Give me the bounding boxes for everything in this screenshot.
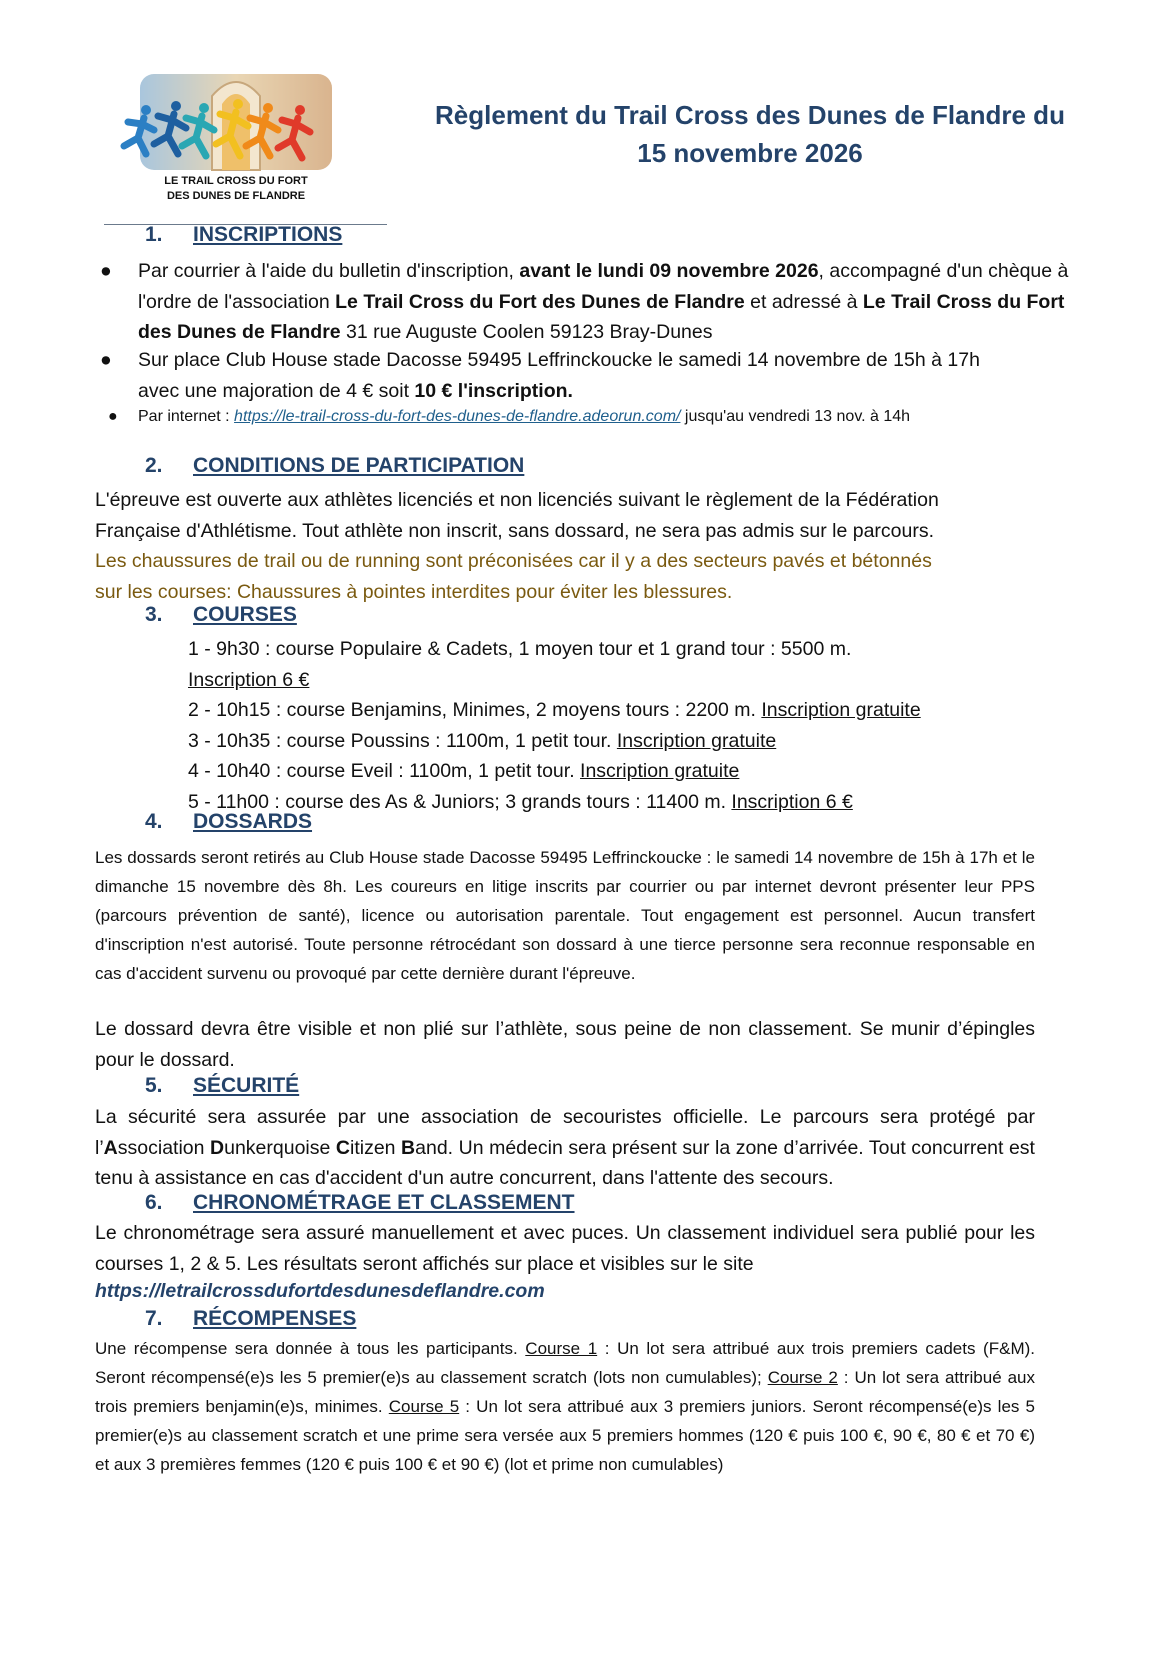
club-logo [120, 66, 350, 212]
text: avec une majoration de 4 € soit [138, 379, 415, 402]
text: 5 - 11h00 : course des As & Juniors; 3 grands tours : 11400 m. [188, 790, 732, 813]
results-website-link[interactable]: https://letrailcrossdufortdesdunesdeflandre.com [95, 1280, 545, 1302]
text: Française d'Athlétisme. Tout athlète non inscrit, sans dossard, ne sera pas admis sur le parcours. [95, 519, 935, 542]
text: unkerquoise [224, 1136, 336, 1159]
section-title: CONDITIONS DE PARTICIPATION [193, 454, 525, 477]
text: : Un lot sera attribué aux trois premiers cadets (F&M). Seront récompensé(e)s les 5 premier(e)s au classement scratch (lots non cumulables); [95, 1339, 1035, 1387]
courses-list [188, 634, 1058, 817]
section-number: 2. [145, 454, 163, 477]
bullet-sur-place [100, 345, 1078, 406]
registration-link[interactable]: https://le-trail-cross-du-fort-des-dunes-de-flandre.adeorun.com/ [234, 408, 681, 425]
text: 4 - 10h40 : course Eveil : 1100m, 1 petit tour. [188, 760, 581, 782]
association-name: Le Trail Cross du Fort des Dunes de Flandre [138, 290, 1065, 343]
chronometrage-text: Le chronométrage sera assuré manuellement et avec puces. Un classement individuel sera publié pour les courses 1, 2 & 5. Les résultats seront affichés sur place et visibles sur le site [95, 1222, 1035, 1275]
bullet-dot: ● [100, 349, 112, 371]
course-1: 1 - 9h30 : course Populaire & Cadets, 1 moyen tour et 1 grand tour : 5500 m. [188, 638, 852, 660]
course-5 [188, 787, 1058, 818]
section-title: SÉCURITÉ [193, 1074, 300, 1097]
text: Par internet : [138, 408, 235, 425]
course-1-fee: Inscription 6 € [188, 668, 310, 691]
course-3 [188, 726, 1058, 757]
bullet-internet [108, 404, 1078, 430]
course-ref: Course 5 [388, 1397, 460, 1416]
course-4-fee: Inscription gratuite [580, 760, 740, 782]
bullet-dot: ● [100, 260, 112, 282]
title-line2: 15 novembre 2026 [637, 138, 863, 168]
section-title: RÉCOMPENSES [193, 1307, 357, 1330]
text: 3 - 10h35 : course Poussins : 1100m, 1 petit tour. [188, 729, 617, 752]
section-number: 5. [145, 1074, 163, 1097]
securite-text [95, 1102, 1035, 1194]
section-number: 3. [145, 603, 163, 626]
initial: A [103, 1136, 118, 1159]
text: , accompagné d'un chèque à l'ordre de l'association [138, 260, 1069, 313]
bullet-courrier [100, 256, 1078, 348]
text: L'épreuve est ouverte aux athlètes licenciés et non licenciés suivant le règlement de la Fédération [95, 489, 939, 511]
section-title: COURSES [193, 603, 297, 626]
bullet-dot: ● [108, 408, 118, 425]
runners-logo-graphic [120, 66, 350, 212]
course-ref: Course 2 [767, 1368, 838, 1387]
dossards-visibility-text: Le dossard devra être visible et non plié sur l’athlète, sous peine de non classement. Se munir d’épingles pour le dossard. [95, 1018, 1035, 1071]
text: itizen [349, 1136, 402, 1159]
shoes-note: Les chaussures de trail ou de running sont préconisées car il y a des secteurs pavés et bétonnés [95, 550, 932, 572]
text: ssociation [117, 1136, 211, 1159]
page-title [420, 96, 1080, 172]
logo-text-line1: LE TRAIL CROSS DU FORT [164, 175, 308, 187]
text: Par courrier à l'aide du bulletin d'inscription, [138, 260, 520, 282]
text: : Un lot sera attribué aux trois premiers benjamin(e)s, minimes. [95, 1368, 1035, 1416]
section-title: INSCRIPTIONS [193, 223, 343, 246]
section-title: CHRONOMÉTRAGE ET CLASSEMENT [193, 1191, 575, 1214]
text: jusqu'au vendredi 13 nov. à 14h [680, 408, 911, 425]
text: Sur place Club House stade Dacosse 59495 Leffrinckoucke le samedi 14 novembre de 15h à 17h [138, 349, 980, 371]
text: : Un lot sera attribué aux 3 premiers juniors. Seront récompensé(e)s les 5 premier(e)s au classement scratch et une prime sera versée aux 5 premiers hommes (120 € puis 100 €, 90 €, 80 € et 70 €) et aux 3 premières femmes (120 € puis 100 € et 90 €) (lot et prime non cumulables) [95, 1397, 1035, 1474]
recompenses-text [95, 1334, 1035, 1479]
course-ref: Course 1 [525, 1339, 598, 1358]
association-name: Le Trail Cross du Fort des Dunes de Flandre [335, 290, 745, 313]
course-2 [188, 695, 1058, 726]
conditions-text [95, 485, 1045, 607]
text: La sécurité sera assurée par une association de secouristes officielle. Le parcours sera protégé par l’ [95, 1106, 1035, 1159]
logo-text-line2: DES DUNES DE FLANDRE [166, 190, 306, 202]
title-line1: Règlement du Trail Cross des Dunes de Flandre du [435, 100, 1065, 130]
deadline-bold: avant le lundi 09 novembre 2026 [519, 260, 819, 282]
section-number: 6. [145, 1191, 163, 1214]
text: Une récompense sera donnée à tous les participants. [95, 1339, 526, 1358]
shoes-note: sur les courses: Chaussures à pointes interdites pour éviter les blessures. [95, 580, 733, 603]
course-2-fee: Inscription gratuite [761, 699, 921, 721]
dossards-text: Les dossards seront retirés au Club House stade Dacosse 59495 Leffrinckoucke : le samedi 14 novembre de 15h à 17h et le dimanche 15 novembre dès 8h. Les coureurs en litige inscrits par courrier ou par internet devront présenter leur PPS (parcours prévention de santé), licence ou autorisation parentale. Tout engagement est personnel. Aucun transfert d'inscription n'est autorisé. Toute personne rétrocédant son dossard à une tierce personne sera reconnue responsable en cas d'accident survenu ou provoqué par cette dernière durant l'épreuve. [95, 848, 1035, 983]
address: 31 rue Auguste Coolen 59123 Bray-Dunes [340, 321, 713, 343]
initial: B [401, 1136, 416, 1159]
initial: C [335, 1136, 350, 1159]
text: and. Un médecin sera présent sur la zone d’arrivée. Tout concurrent est tenu à assistance en cas d'accident d'un autre concurrent, dans l'attente des secours. [95, 1136, 1035, 1189]
text: et adressé à [744, 290, 863, 313]
section-number: 7. [145, 1307, 163, 1330]
section-number: 4. [145, 810, 163, 833]
course-3-fee: Inscription gratuite [616, 729, 777, 752]
initial: D [210, 1136, 225, 1159]
text: 2 - 10h15 : course Benjamins, Minimes, 2 moyens tours : 2200 m. [188, 699, 762, 721]
section-number: 1. [145, 223, 163, 246]
course-4 [188, 756, 1058, 787]
course-5-fee: Inscription 6 € [731, 790, 853, 813]
section-title: DOSSARDS [193, 810, 313, 833]
fee-bold: 10 € l'inscription. [414, 379, 573, 402]
